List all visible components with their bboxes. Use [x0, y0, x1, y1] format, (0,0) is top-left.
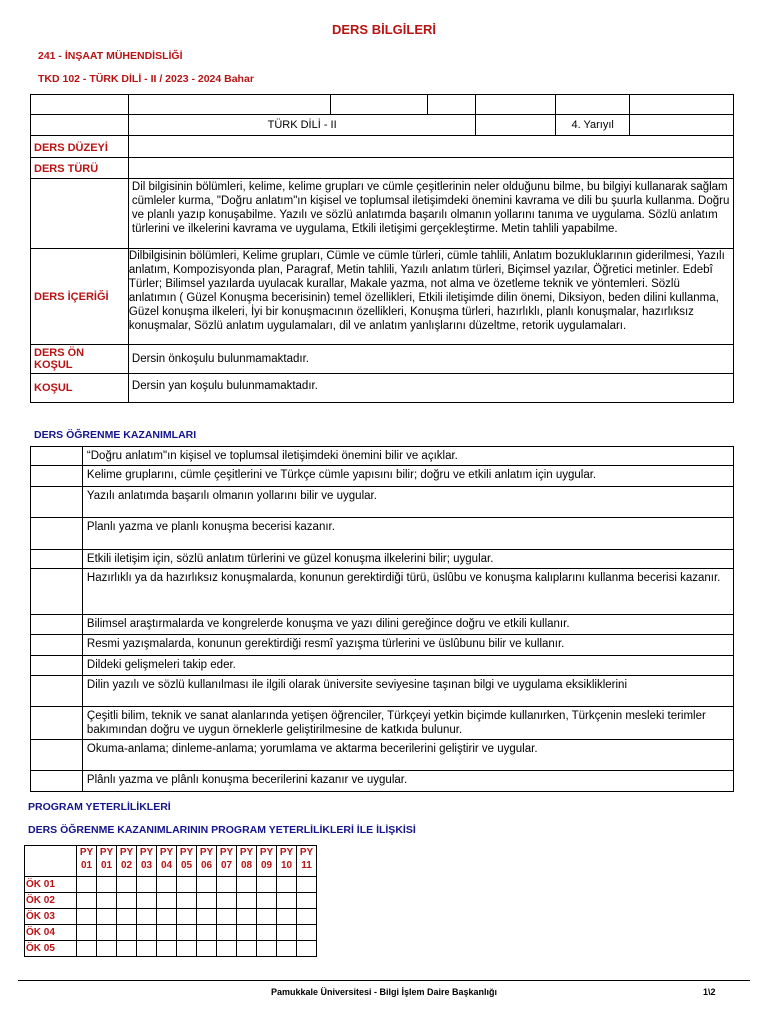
matrix-row-header: ÖK 03	[25, 909, 77, 925]
matrix-cell	[177, 893, 197, 909]
content-label: DERS İÇERİĞİ	[31, 249, 129, 345]
matrix-col-header: PY 01	[97, 846, 117, 877]
matrix-col-header: PY 01	[77, 846, 97, 877]
matrix-col-header: PY 09	[257, 846, 277, 877]
matrix-col-header: PY 10	[277, 846, 297, 877]
footer-text: Pamukkale Üniversitesi - Bilgi İşlem Daire Başkanlığı	[270, 987, 498, 997]
matrix-cell	[177, 925, 197, 941]
matrix-cell	[117, 893, 137, 909]
matrix-row	[25, 925, 317, 941]
outcome-index-cell	[31, 740, 83, 771]
prereq-text: Dersin önkoşulu bulunmamaktadır.	[128, 345, 733, 374]
outcome-row	[31, 447, 734, 466]
matrix-cell	[97, 909, 117, 925]
outcome-index-cell	[31, 771, 83, 792]
matrix-cell	[197, 941, 217, 957]
matrix-cell	[97, 941, 117, 957]
outcome-row	[31, 615, 734, 635]
outcome-row	[31, 635, 734, 656]
matrix-cell	[197, 925, 217, 941]
outcome-row	[31, 771, 734, 792]
matrix-cell	[97, 877, 117, 893]
matrix-cell	[237, 877, 257, 893]
matrix-cell	[117, 877, 137, 893]
outcome-index-cell	[31, 635, 83, 656]
matrix-cell	[257, 925, 277, 941]
course-objective: Dil bilgisinin bölümleri, kelime, kelime grupları ve cümle çeşitlerinin neler olduğunu bilme, bu bilgiyi kullanarak sağlam cümleler kurma, "Doğru anlatım"ın kişisel ve toplumsal iletişimdeki önemini kavrama ve dili bu şuurla kullanma. Doğru ve planlı yazıp konuşabilme. Yazılı ve sözlü anlatımda başarılı olmanın yollarını tanıma ve uygulama. Sözlü anlatım türlerini ve ilkelerini kavrama ve uygulama, Etkili iletişimi gerçekleştirme. Metin tahlili yapabilme.	[128, 179, 733, 249]
page-number: 1\2	[703, 987, 716, 997]
coreq-text: Dersin yan koşulu bulunmamaktadır.	[128, 374, 733, 403]
matrix-cell	[197, 893, 217, 909]
outcome-index-cell	[31, 518, 83, 550]
matrix-cell	[277, 893, 297, 909]
matrix-cell	[297, 893, 317, 909]
matrix-col-header: PY 02	[117, 846, 137, 877]
outcome-row	[31, 518, 734, 550]
semester: 4. Yarıyıl	[556, 115, 630, 136]
matrix-cell	[297, 925, 317, 941]
matrix-cell	[77, 909, 97, 925]
matrix-cell	[277, 877, 297, 893]
course-code: TKD 102 - TÜRK DİLİ - II / 2023 - 2024 Bahar	[38, 73, 254, 85]
outcome-index-cell	[31, 550, 83, 569]
matrix-cell	[277, 925, 297, 941]
outcome-text: Yazılı anlatımda başarılı olmanın yollarını bilir ve uygular.	[82, 487, 733, 518]
outcome-row	[31, 550, 734, 569]
outcome-index-cell	[31, 707, 83, 740]
matrix-row	[25, 877, 317, 893]
outcome-index-cell	[31, 466, 83, 487]
outcome-text: Dildeki gelişmeleri takip eder.	[82, 656, 733, 676]
matrix-cell	[177, 909, 197, 925]
matrix-cell	[117, 941, 137, 957]
course-info-table	[30, 94, 734, 403]
relation-title: DERS ÖĞRENME KAZANIMLARININ PROGRAM YETERLİLİKLERİ İLE İLİŞKİSİ	[28, 824, 416, 836]
matrix-cell	[237, 893, 257, 909]
matrix-cell	[197, 909, 217, 925]
matrix-cell	[277, 941, 297, 957]
matrix-cell	[297, 877, 317, 893]
relation-matrix	[24, 845, 317, 957]
outcome-index-cell	[31, 656, 83, 676]
outcome-index-cell	[31, 615, 83, 635]
level-label: DERS DÜZEYİ	[31, 136, 129, 158]
matrix-row-header: ÖK 01	[25, 877, 77, 893]
outcomes-title: DERS ÖĞRENME KAZANIMLARI	[34, 429, 197, 441]
outcome-row	[31, 676, 734, 707]
matrix-col-header: PY 08	[237, 846, 257, 877]
course-name: TÜRK DİLİ - II	[128, 115, 475, 136]
matrix-cell	[257, 877, 277, 893]
matrix-cell	[237, 941, 257, 957]
matrix-cell	[157, 893, 177, 909]
matrix-col-header: PY 11	[297, 846, 317, 877]
matrix-cell	[197, 877, 217, 893]
outcome-text: Dilin yazılı ve sözlü kullanılması ile ilgili olarak üniversite seviyesine taşınan bilgi ve uygulama eksikliklerini	[82, 676, 733, 707]
program-name: 241 - İNŞAAT MÜHENDİSLİĞİ	[38, 50, 183, 62]
matrix-col-header: PY 03	[137, 846, 157, 877]
outcome-text: Bilimsel araştırmalarda ve kongrelerde konuşma ve yazı dilini gereğince doğru ve etkili kullanır.	[82, 615, 733, 635]
matrix-cell	[77, 893, 97, 909]
outcome-row	[31, 569, 734, 615]
course-content: Dilbilgisinin bölümleri, Kelime grupları, Cümle ve cümle türleri, cümle tahlili, Anlatım bozukluklarının giderilmesi, Yazılı anlatım, Kompozisyonda plan, Paragraf, Metin tahlili, Yazılı anlatım türleri, Biçimsel yazılar, Öğretici metinler. Edebî Türler; Bilimsel yazılarda uyulacak kurallar, Makale yazma, not alma ve özetleme teknik ve yöntemleri. Sözlü anlatımın ( Güzel Konuşma becerisinin) temel özellikleri, Etkili iletişimde dilin önemi, Diksiyon, beden dilini kullanma, Güzel konuşma ilkeleri, İyi bir konuşmacının özellikleri, Konuşma türleri, hazırlıklı, planlı konuşmalar, hazırlıksız konuşmalar, Sözlü anlatım uygulamaları, dil ve anlatım yanlışlarını düzeltme, retorik uygulamaları.	[128, 249, 733, 345]
outcome-text: “Doğru anlatım"ın kişisel ve toplumsal iletişimdeki önemini bilir ve açıklar.	[82, 447, 733, 466]
matrix-cell	[257, 909, 277, 925]
matrix-cell	[277, 909, 297, 925]
matrix-cell	[97, 893, 117, 909]
matrix-col-header: PY 07	[217, 846, 237, 877]
outcome-text: Çeşitli bilim, teknik ve sanat alanlarında yetişen öğrenciler, Türkçeyi yetkin biçimde kullanırken, Türkçenin mesleki terimler bakımından doğru ve uygun örneklerle geliştirilmesine de katkıda bulunur.	[82, 707, 733, 740]
type-label: DERS TÜRÜ	[31, 158, 129, 179]
outcome-row	[31, 740, 734, 771]
matrix-cell	[217, 893, 237, 909]
page-title: DERS BİLGİLERİ	[331, 22, 436, 37]
matrix-row	[25, 909, 317, 925]
matrix-cell	[77, 925, 97, 941]
outcomes-table	[30, 446, 734, 792]
matrix-row	[25, 941, 317, 957]
outcome-index-cell	[31, 676, 83, 707]
matrix-cell	[217, 909, 237, 925]
outcome-text: Plânlı yazma ve plânlı konuşma becerilerini kazanır ve uygular.	[82, 771, 733, 792]
matrix-cell	[77, 941, 97, 957]
matrix-row-header: ÖK 02	[25, 893, 77, 909]
matrix-row-header: ÖK 04	[25, 925, 77, 941]
program-title: PROGRAM YETERLİLİKLERİ	[28, 801, 171, 813]
matrix-cell	[157, 877, 177, 893]
outcome-index-cell	[31, 487, 83, 518]
matrix-row-header: ÖK 05	[25, 941, 77, 957]
outcome-text: Resmi yazışmalarda, konunun gerektirdiği resmî yazışma türlerini ve üslûbunu bilir ve kullanır.	[82, 635, 733, 656]
matrix-cell	[117, 909, 137, 925]
matrix-cell	[217, 941, 237, 957]
outcome-text: Kelime gruplarını, cümle çeşitlerini ve Türkçe cümle yapısını bilir; doğru ve etkili anlatım için uygular.	[82, 466, 733, 487]
outcome-row	[31, 487, 734, 518]
matrix-cell	[217, 877, 237, 893]
matrix-cell	[237, 909, 257, 925]
matrix-row	[25, 893, 317, 909]
matrix-cell	[217, 925, 237, 941]
matrix-cell	[297, 941, 317, 957]
matrix-cell	[297, 909, 317, 925]
coreq-label: KOŞUL	[31, 374, 129, 403]
matrix-cell	[157, 941, 177, 957]
matrix-col-header: PY 04	[157, 846, 177, 877]
matrix-col-header: PY 06	[197, 846, 217, 877]
matrix-col-header: PY 05	[177, 846, 197, 877]
outcome-row	[31, 466, 734, 487]
outcome-row	[31, 656, 734, 676]
footer-divider	[18, 980, 750, 981]
matrix-cell	[237, 925, 257, 941]
matrix-cell	[137, 877, 157, 893]
matrix-cell	[117, 925, 137, 941]
outcome-text: Hazırlıklı ya da hazırlıksız konuşmalarda, konunun gerektirdiği türü, üslûbu ve konuşma kalıplarını kullanma becerisi kazanır.	[82, 569, 733, 615]
matrix-cell	[137, 893, 157, 909]
matrix-cell	[257, 941, 277, 957]
matrix-cell	[177, 941, 197, 957]
matrix-cell	[137, 925, 157, 941]
outcome-row	[31, 707, 734, 740]
outcome-text: Planlı yazma ve planlı konuşma becerisi kazanır.	[82, 518, 733, 550]
matrix-cell	[97, 925, 117, 941]
matrix-cell	[157, 909, 177, 925]
outcome-index-cell	[31, 569, 83, 615]
matrix-cell	[77, 877, 97, 893]
prereq-label: DERS ÖN KOŞUL	[31, 345, 129, 374]
matrix-cell	[137, 909, 157, 925]
outcome-text: Okuma-anlama; dinleme-anlama; yorumlama ve aktarma becerilerini geliştirir ve uygular.	[82, 740, 733, 771]
outcome-text: Etkili iletişim için, sözlü anlatım türlerini ve güzel konuşma ilkelerini bilir; uygular.	[82, 550, 733, 569]
matrix-cell	[177, 877, 197, 893]
outcome-index-cell	[31, 447, 83, 466]
matrix-cell	[257, 893, 277, 909]
matrix-cell	[157, 925, 177, 941]
matrix-cell	[137, 941, 157, 957]
